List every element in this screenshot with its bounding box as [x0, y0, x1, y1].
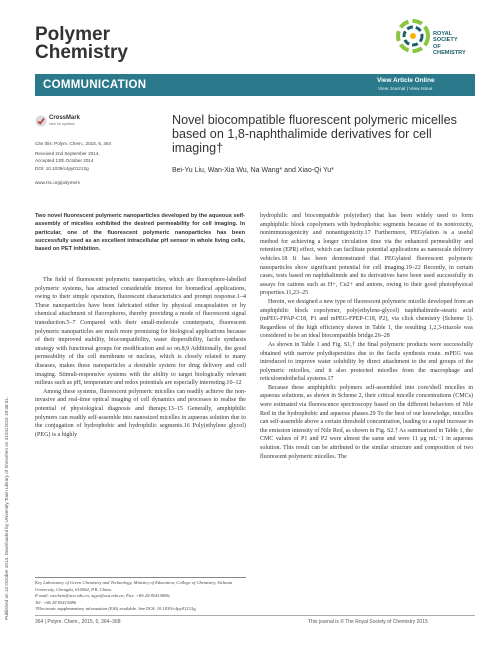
paragraph: hydrophilic and biocompatible poly(ether) that has been widely used to form amphiphilic block copolymers with hydrophobic segments because of its nontoxicity, nonimmunogenicity and nonantigenicity.17 Furthermore, PEGylation is a useful method for achieving a longer circulation time via the enhanced permeability and retention (EPR) effect, which can facilitate potential applications as nanoscale delivery vehicles.18 It has been demonstrated that PEGylated fluorescent polymeric nanoparticles show significant potential for cell imaging.19–22 Recently, in certain cases, tests based on naphthalimide and its derivatives have been used successfully in assays for cations such as H+, Cu2+ and anions, owing to their good photophysical properties.11,23–25: [260, 213, 473, 297]
esi-note: †Electronic supplementary information (ESI) available. See DOI: 10.1039/c4py01212g: [35, 606, 196, 612]
paragraph: Because these amphiphilic polymers self-assembled into core/shell micelles in aqueous solutions, as shown in Scheme 2, their critical micelle concentrations (CMCs) were estimated via fluorescence spectroscopy based on the different behaviors of Nile Red in the hydrophobic and aqueous phases.29 To the best of our knowledge, micelles can self-assemble above a certain threshold concentration, leading to a rapid increase in the emission intensity of Nile Red, as shown in Fig. S2.† As summarized in Table 1, the CMC values of P1 and P2 were almost the same and were 11 μg mL−1 in aqueous solution. This result can be attributed to the similar structure and composition of two fluorescent polymeric micelles. The: [260, 384, 473, 460]
page-footer-right: This journal is © The Royal Society of Chemistry 2015: [308, 619, 428, 625]
footnotes: [35, 580, 246, 613]
crossmark-sub: click for updates: [49, 122, 75, 126]
article-title: Novel biocompatible fluorescent polymeric micelles based on 1,8-naphthalimide derivatives for cell imaging†: [172, 113, 457, 155]
doi[interactable]: DOI: 10.1039/c4py01212g: [35, 166, 89, 171]
paragraph: Among these systems, fluorescent polymeric micelles can readily achieve the non-invasive and real-time optical imaging of cell dynamics and processes to realise the potential of physiological diagnosis and therapy.13–15 Generally, amphiphilic polymers can readily self-assemble into nanosized micelles in aqueous solution due to the conjugation of hydrophobic and hydrophilic segments.16 Poly(ethylene glycol) (PEG) is a highly: [35, 388, 246, 438]
received-date: Received 2nd September 2014,: [35, 151, 100, 156]
telephone: Tel: +86 28 85415886: [35, 599, 77, 605]
paragraph: As shown in Table 1 and Fig. S1,† the final polymeric products were successfully obtained with narrow polydispersities due to the facile synthesis route. mPEG was introduced to improve water solubility by direct attachment to the end groups of the polymeric micelles, and it also protected micelles from the macrophage and reticuloendothelial systems.17: [260, 341, 473, 383]
crossmark-badge[interactable]: [35, 114, 81, 128]
download-note: Published on 13 October 2014. Downloaded by University Town Library of Shenzhen on 31/01/2015 19:36:31.: [4, 396, 9, 620]
footer-divider: [35, 615, 475, 616]
journal-logo: Polymer Chemistry: [35, 24, 128, 63]
rsc-logo: [395, 18, 475, 62]
body-right-column: [260, 212, 473, 461]
page-footer-left: 364 | Polym. Chem., 2015, 6, 364–368: [35, 619, 121, 625]
crossmark-icon: [35, 115, 47, 127]
journal-site[interactable]: www.rsc.org/polymers: [35, 180, 80, 185]
view-journal-link[interactable]: View Journal | View Issue: [378, 87, 433, 92]
section-label: COMMUNICATION: [43, 79, 147, 91]
view-article-online-link[interactable]: View Article Online: [377, 77, 435, 84]
email: E-mail: wnchem@scu.edu.cn, xqyu@scu.edu.cn; Fax: +86 28 85415886;: [35, 593, 171, 599]
rsc-emblem-icon: [395, 18, 431, 54]
publisher-name-1: ROYAL SOCIETY: [433, 31, 458, 44]
paragraph: Herein, we designed a new type of fluorescent polymeric micelle developed from an amphiphilic block copolymer, poly(ethylene-glycol) naphthalimide-stearic acid (mPEG-FPAP-C18, P1 and mPEG-FPEP-C18, P2), via click chemistry (Scheme 1). Regardless of the high efficiency shown in Table 1, the resulting 1,2,3-triazole was considered to be an ideal biocompatible bridge.26–28: [260, 298, 473, 340]
footnote-divider: [35, 577, 246, 578]
publisher-name-2: OF CHEMISTRY: [433, 43, 466, 57]
authors: Bei-Yu Liu, Wan-Xia Wu, Na Wang* and Xiao-Qi Yu*: [172, 167, 334, 174]
crossmark-label: CrossMark: [49, 115, 81, 121]
affiliation: Key Laboratory of Green Chemistry and Technology, Ministry of Education, College of Chemistry, Sichuan University, Chengdu, 610064, P.R. China.: [35, 580, 233, 592]
abstract: Two novel fluorescent polymeric nanoparticles developed by the aqueous self-assembly of micelles exhibited the desired permeability for cell imaging. In particular, one of the fluorescent polymeric nanoparticles has been successfully used as an excellent intracellular pH sensor in whole living cells, based on PET inhibition.: [35, 213, 245, 253]
paragraph: The field of fluorescent polymeric nanoparticles, which are fluorophore-labelled polymeric systems, has attracted considerable interest for biomedical applications, owing to their simple operation, fluorescent characteristics and prompt response.1–4 These nanoparticles have been fabricated either by physical encapsulation or by chemical attachment of fluorophores, thereby providing a mode of fluorescent signal transduction.5–7 Compared with their small-molecule counterparts, fluorescent polymeric nanoparticles are much more promising for biological applications because of their improved stability, biocompatibility, water dispersibility, facile synthesis strategy with functional groups for modification and so on.8,9 Additionally, the good permeability of the cell membrane or nucleus, which is closely related to many diseases, makes these nanoparticles a desirable system for drug delivery and cell imaging. Stimuli-responsive systems with the ability to target biologically relevant milieus such as pH, temperature and redox potentials are especially interesting.10–12: [35, 277, 246, 387]
citation: Cite this: Polym. Chem., 2015, 6, 364: [35, 141, 112, 146]
accepted-date: Accepted 13th October 2014: [35, 158, 94, 163]
body-left-column: [35, 276, 246, 439]
